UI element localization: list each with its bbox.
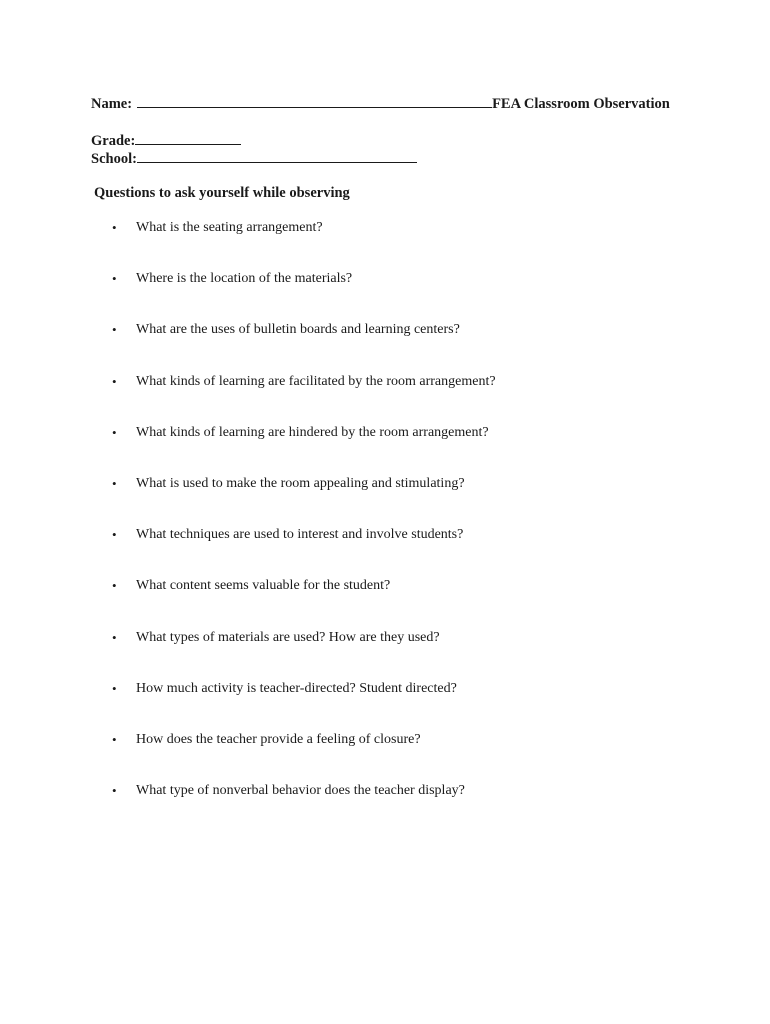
grade-label: Grade:: [91, 133, 136, 149]
question-text: What kinds of learning are hindered by the room arrangement?: [136, 424, 489, 440]
bullet-icon: •: [112, 680, 117, 696]
bullet-icon: •: [112, 424, 117, 440]
bullet-icon: •: [112, 783, 117, 799]
question-text: What type of nonverbal behavior does the teacher display?: [136, 783, 465, 799]
school-row: [91, 148, 417, 168]
name-blank-line: [137, 93, 492, 108]
section-heading: Questions to ask yourself while observing: [94, 185, 350, 201]
question-text: Where is the location of the materials?: [136, 271, 353, 287]
document-title: FEA Classroom Observation: [492, 96, 670, 112]
grade-blank-line: [135, 130, 241, 145]
bullet-icon: •: [112, 578, 117, 594]
question-text: What kinds of learning are facilitated by the room arrangement?: [136, 373, 496, 389]
question-text: What types of materials are used? How are they used?: [136, 629, 440, 645]
school-blank-line: [137, 148, 417, 163]
bullet-icon: •: [112, 373, 117, 389]
bullet-icon: •: [112, 731, 117, 747]
question-text: What is the seating arrangement?: [136, 220, 323, 235]
grade-row: [91, 130, 241, 150]
question-text: What content seems valuable for the student?: [136, 578, 391, 594]
bullet-icon: •: [112, 322, 117, 338]
question-text: What techniques are used to interest and involve students?: [136, 527, 464, 543]
bullet-icon: •: [112, 220, 117, 235]
name-row: [91, 93, 670, 113]
question-text: What is used to make the room appealing and stimulating?: [136, 475, 465, 491]
name-label: Name:: [91, 96, 133, 112]
question-text: What are the uses of bulletin boards and learning centers?: [136, 322, 460, 338]
school-label: School:: [91, 151, 137, 167]
bullet-icon: •: [112, 629, 117, 645]
question-text: How much activity is teacher-directed? Student directed?: [136, 680, 457, 696]
bullet-icon: •: [112, 475, 117, 491]
bullet-icon: •: [112, 527, 117, 543]
question-text: How does the teacher provide a feeling of closure?: [136, 731, 421, 747]
bullet-icon: •: [112, 271, 117, 287]
